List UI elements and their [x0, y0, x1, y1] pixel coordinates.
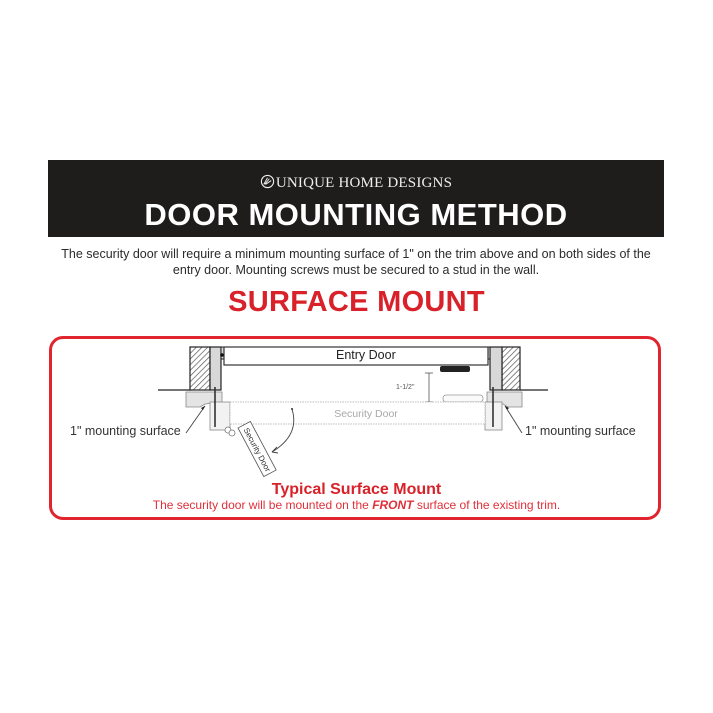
section-title: SURFACE MOUNT: [228, 286, 485, 318]
right-mounting-callout: 1" mounting surface: [525, 424, 636, 438]
caption-text-after: surface of the existing trim.: [413, 498, 561, 512]
caption-text: [0, 498, 713, 512]
swing-door-label: Security Door: [241, 426, 273, 474]
dimension-label: 1-1/2": [396, 384, 415, 391]
left-mounting-callout: 1" mounting surface: [70, 424, 181, 438]
caption-emphasis: FRONT: [372, 498, 414, 512]
description-text: The security door will require a minimum mounting surface of 1" on the trim above and on both sides of the entry door. Mounting screws must be secured to a stud in the wall.: [61, 247, 651, 277]
brand-name: UNIQUE HOME DESIGNS: [275, 175, 453, 191]
page-title: DOOR MOUNTING METHOD: [144, 197, 568, 232]
entry-door-label: Entry Door: [336, 348, 396, 362]
security-door-label: Security Door: [334, 408, 398, 420]
caption-title: Typical Surface Mount: [271, 481, 442, 498]
caption-text-before: The security door will be mounted on the: [152, 498, 373, 512]
